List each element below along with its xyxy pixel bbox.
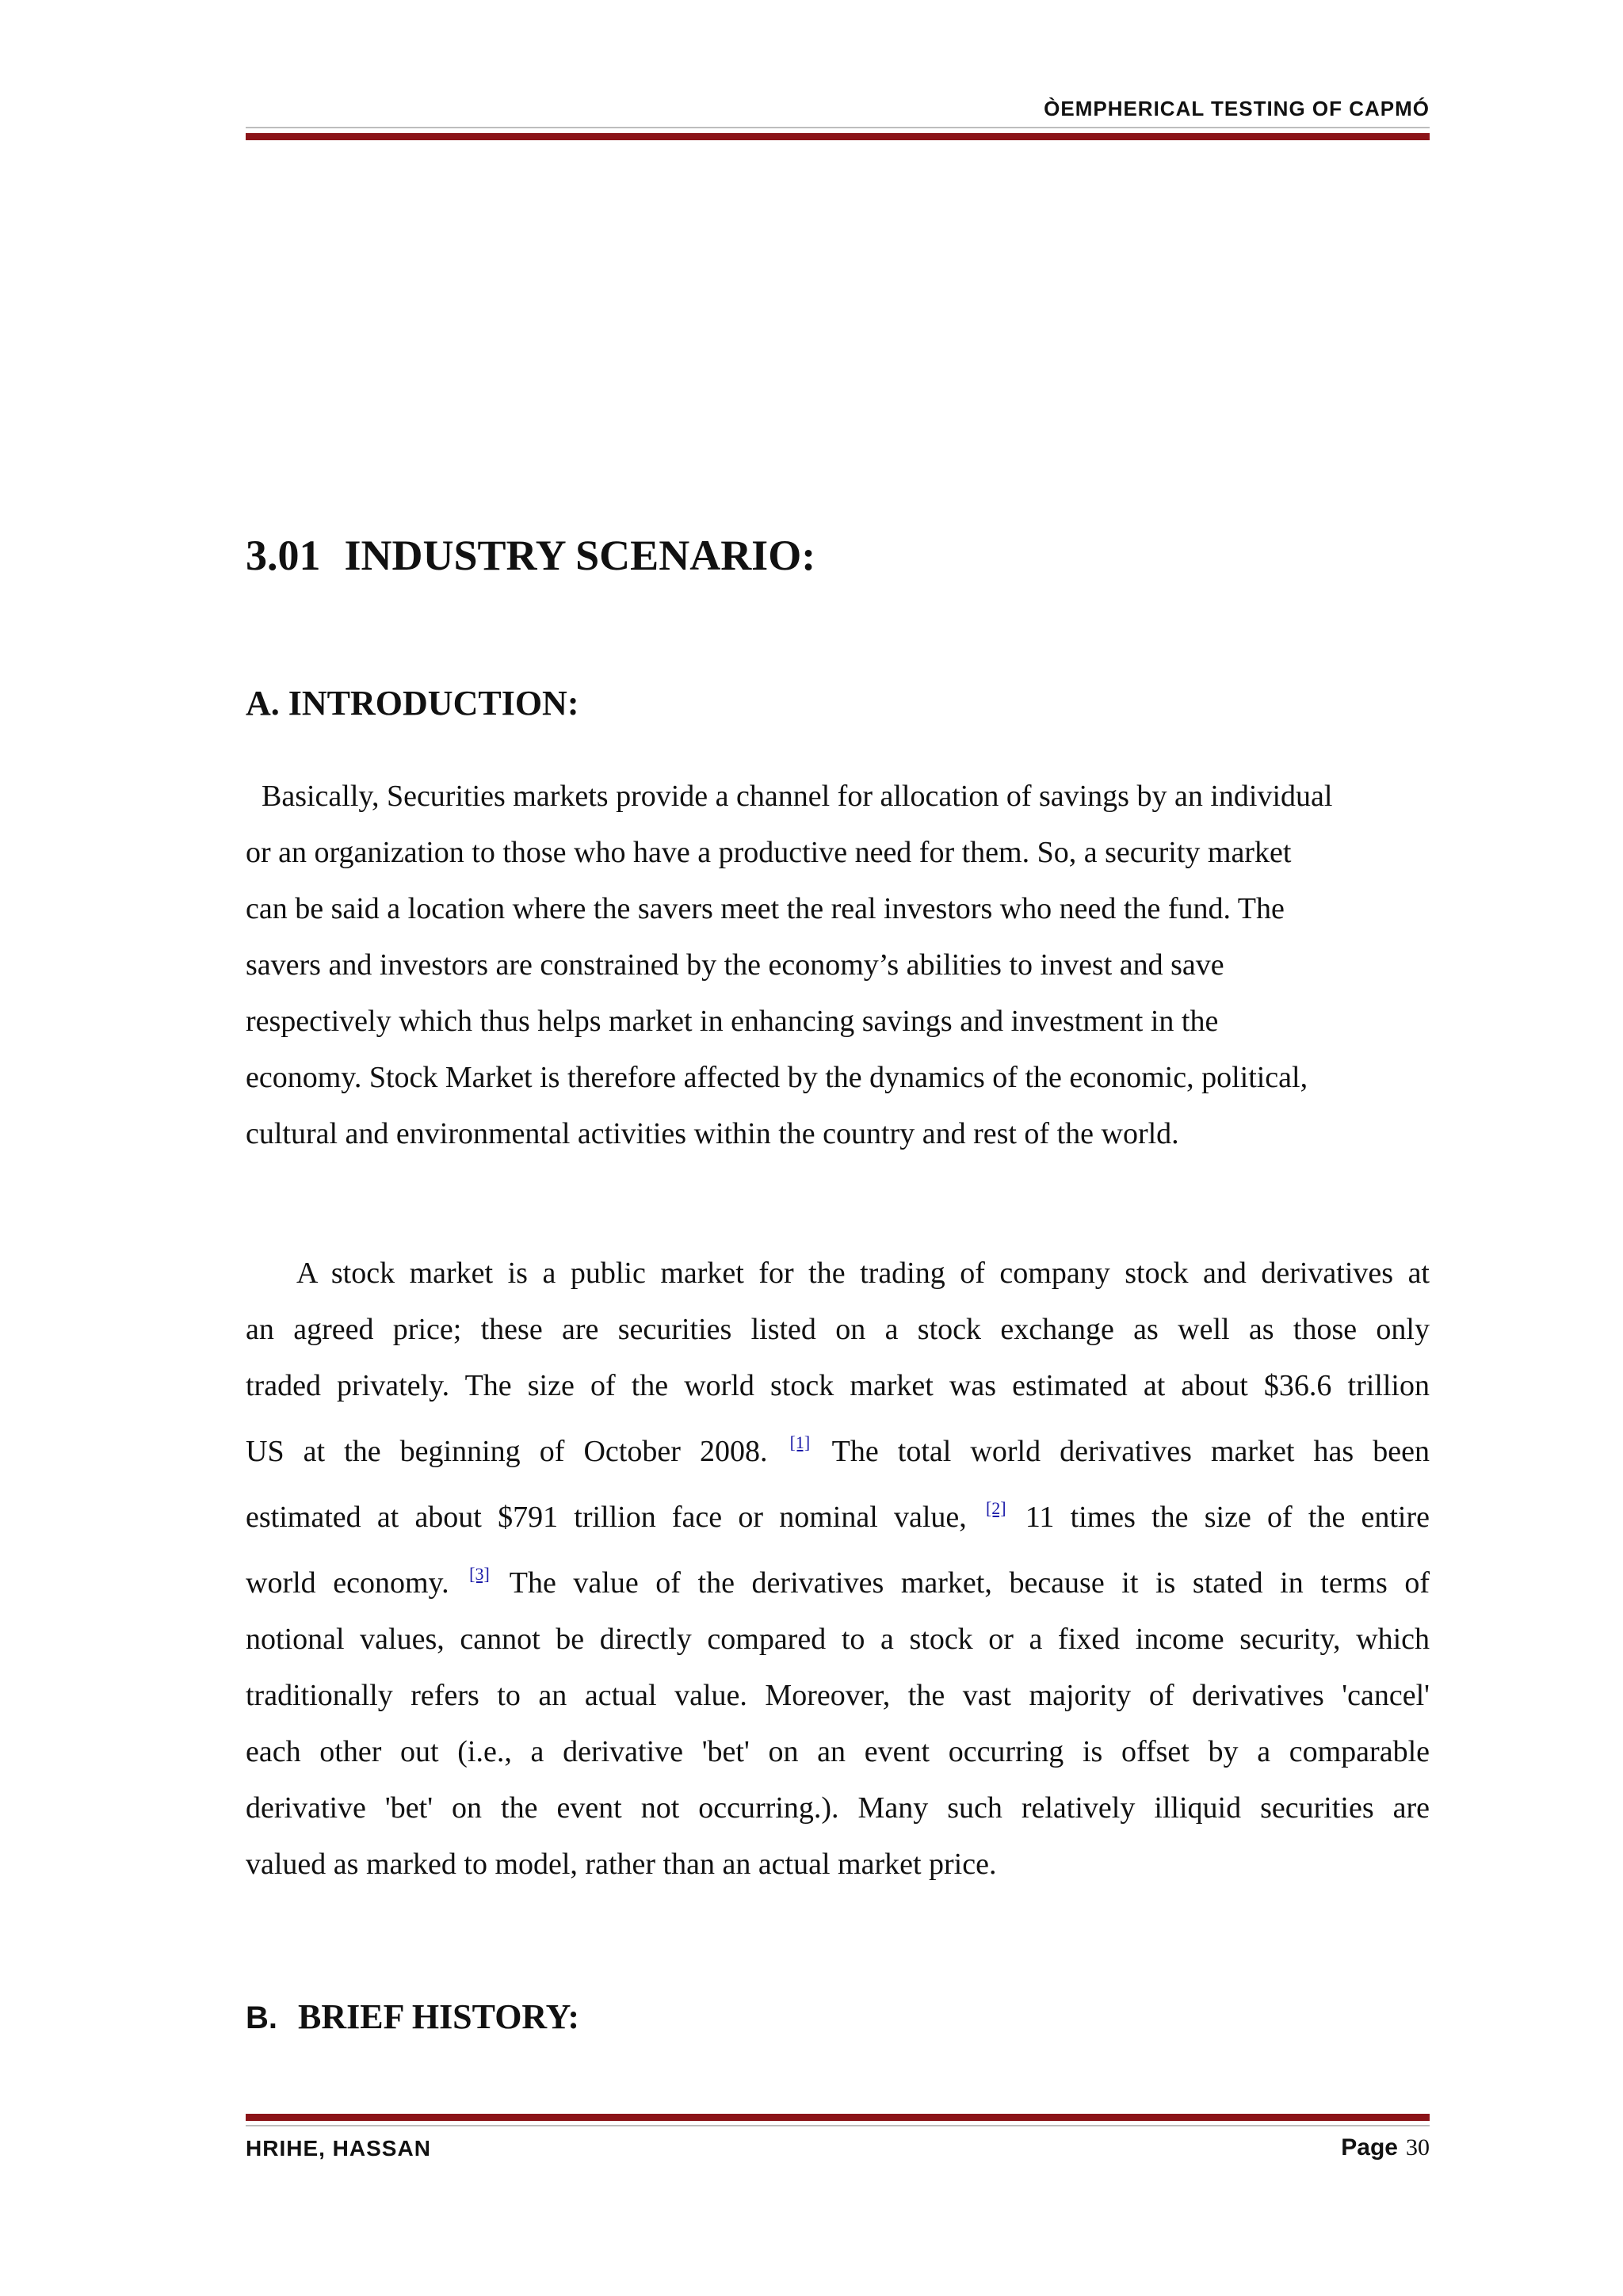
line-text: US at the beginning of October 2008. [246, 1435, 768, 1468]
paragraph-line: cultural and environmental activities within the country and rest of the world. [246, 1117, 1179, 1150]
paragraph-line: derivative 'bet' on the event not occurring.). Many such relatively illiquid securities are [246, 1791, 1430, 1825]
section-number: 3.01 [246, 532, 321, 579]
footer-author: HRIHE, HASSAN [246, 2136, 431, 2161]
introduction-paragraph [246, 769, 1430, 1162]
paragraph-line: can be said a location where the savers meet the real investors who need the fund. The [246, 892, 1285, 925]
footer-divider-thick [246, 2114, 1430, 2121]
footnote-link-1[interactable]: [1] [789, 1432, 811, 1452]
header-divider-thick [246, 133, 1430, 140]
paragraph-line: traded privately. The size of the world stock market was estimated at about $36.6 trillion [246, 1369, 1430, 1402]
header-divider-thin [246, 127, 1430, 128]
section-heading [246, 531, 815, 580]
paragraph-line: each other out (i.e., a derivative 'bet' on an event occurring is offset by a comparable [246, 1735, 1430, 1768]
paragraph-line: traditionally refers to an actual value. Moreover, the vast majority of derivatives 'cancel' [246, 1679, 1430, 1712]
footnote-link-3[interactable]: [3] [469, 1564, 490, 1584]
stock-market-paragraph [246, 1245, 1430, 1893]
paragraph-line [246, 1546, 1430, 1611]
footnote-link-2[interactable]: [2] [985, 1498, 1006, 1518]
footer-page-indicator [1341, 2134, 1430, 2161]
paragraph-line: A stock market is a public market for the trading of company stock and derivatives at [296, 1257, 1430, 1290]
paragraph-line: respectively which thus helps market in enhancing savings and investment in the [246, 1005, 1219, 1038]
paragraph-line [246, 1480, 1430, 1546]
line-text: The value of the derivatives market, because it is stated in terms of [509, 1566, 1430, 1600]
subsection-letter: B. [246, 2000, 277, 2035]
running-header-title: ÒEMPHERICAL TESTING OF CAPMÓ [1044, 97, 1430, 120]
line-text: The total world derivatives market has been [831, 1435, 1430, 1468]
footer-page-number: 30 [1406, 2134, 1430, 2161]
subsection-introduction-heading: A. INTRODUCTION: [246, 684, 579, 723]
paragraph-line: economy. Stock Market is therefore affected by the dynamics of the economic, political, [246, 1061, 1308, 1094]
subsection-title: BRIEF HISTORY: [298, 1997, 580, 2036]
paragraph-line: an agreed price; these are securities listed on a stock exchange as well as those only [246, 1313, 1430, 1346]
footer-page-label: Page [1341, 2134, 1398, 2161]
paragraph-line [246, 1414, 1430, 1480]
section-title: INDUSTRY SCENARIO: [344, 532, 816, 579]
line-text: 11 times the size of the entire [1025, 1501, 1430, 1534]
paragraph-line: valued as marked to model, rather than an actual market price. [246, 1848, 997, 1881]
line-text: world economy. [246, 1566, 449, 1600]
paragraph-line: or an organization to those who have a productive need for them. So, a security market [246, 836, 1292, 869]
line-text: estimated at about $791 trillion face or nominal value, [246, 1501, 967, 1534]
paragraph-line: Basically, Securities markets provide a channel for allocation of savings by an individual [262, 780, 1333, 813]
paragraph-line: notional values, cannot be directly compared to a stock or a fixed income security, which [246, 1623, 1430, 1656]
footer-divider-thin [246, 2125, 1430, 2126]
paragraph-line: savers and investors are constrained by the economy’s abilities to invest and save [246, 948, 1224, 982]
subsection-brief-history-heading [246, 1997, 579, 2037]
